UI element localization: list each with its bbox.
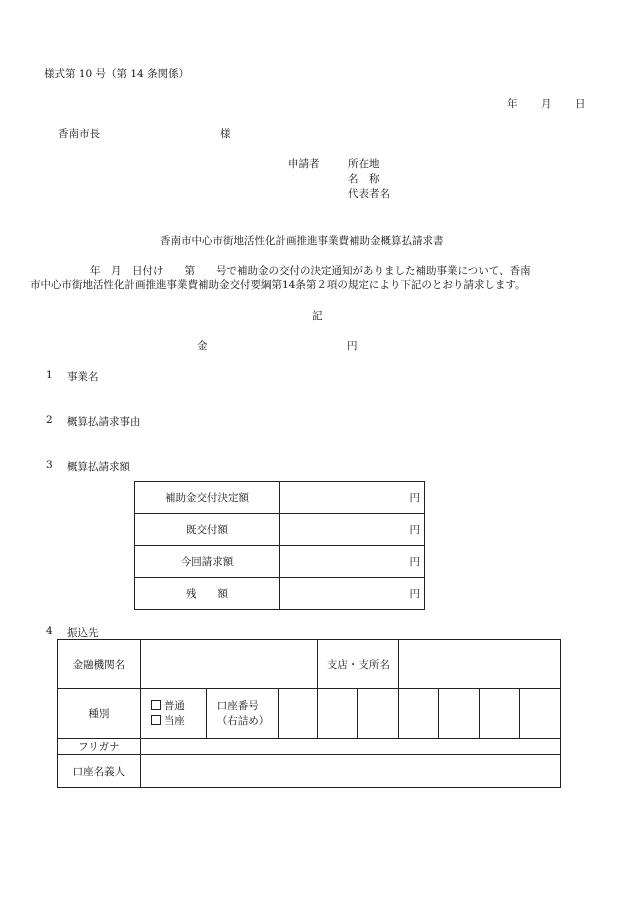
item-2-number: 2 (46, 414, 53, 426)
bank-transfer-table (57, 639, 561, 788)
applicant-representative: 代表者名 (348, 188, 390, 200)
addressee-name: 香南市長 (58, 128, 100, 140)
item-4-number: 4 (46, 625, 53, 637)
body-line-1: 年 月 日付け 第 号で補助金の交付の決定通知がありました補助事業について、香南 (90, 265, 531, 277)
account-number-label: 口座番号 （右詰め） (206, 689, 278, 739)
body-line-2: 市中心市街地活性化計画推進事業費補助金交付要綱第14条第２項の規定により下記のとおり請求します。 (30, 279, 526, 291)
current-request-label: 今回請求額 (135, 546, 280, 578)
table-row (58, 739, 561, 755)
table-row (58, 640, 561, 689)
item-3-number: 3 (46, 459, 53, 471)
account-digit-cell[interactable] (358, 689, 399, 739)
table-row (135, 514, 425, 546)
item-3-label: 概算払請求額 (67, 461, 130, 473)
item-2-label: 概算払請求事由 (67, 416, 141, 428)
branch-label: 支店・支所名 (318, 640, 399, 689)
furigana-input[interactable] (140, 739, 560, 755)
amount-kin: 金 (197, 340, 208, 352)
institution-input[interactable] (140, 640, 318, 689)
applicant-name: 名 称 (348, 173, 380, 185)
request-amount-table (134, 481, 425, 610)
balance-value[interactable]: 円 (280, 578, 425, 610)
date-year: 年 (507, 98, 518, 110)
amount-yen: 円 (347, 340, 358, 352)
applicant-label: 申請者 (288, 158, 320, 170)
holder-label: 口座名義人 (58, 755, 141, 788)
type-option-ordinary[interactable]: 普通 (151, 699, 206, 714)
type-options (140, 689, 206, 739)
ki-heading: 記 (312, 310, 323, 322)
account-digit-cell[interactable] (399, 689, 439, 739)
addressee-honorific: 様 (220, 128, 231, 140)
checkbox-icon[interactable] (151, 700, 161, 710)
holder-input[interactable] (140, 755, 560, 788)
date-month: 月 (541, 98, 552, 110)
table-row (135, 546, 425, 578)
decided-amount-label: 補助金交付決定額 (135, 482, 280, 514)
already-paid-value[interactable]: 円 (280, 514, 425, 546)
balance-label: 残 額 (135, 578, 280, 610)
account-digit-cell[interactable] (318, 689, 358, 739)
account-digit-cell[interactable] (439, 689, 480, 739)
item-4-label: 振込先 (67, 627, 99, 639)
applicant-address: 所在地 (348, 158, 380, 170)
account-digit-cell[interactable] (520, 689, 561, 739)
checkbox-icon[interactable] (151, 715, 161, 725)
form-number: 様式第 10 号（第 14 条関係） (44, 68, 190, 80)
current-request-value[interactable]: 円 (280, 546, 425, 578)
type-option-current[interactable]: 当座 (151, 714, 206, 729)
table-row (58, 689, 561, 739)
item-1-label: 事業名 (67, 371, 99, 383)
branch-input[interactable] (399, 640, 561, 689)
account-digit-cell[interactable] (480, 689, 520, 739)
date-day: 日 (575, 98, 586, 110)
document-title: 香南市中心市街地活性化計画推進事業費補助金概算払請求書 (160, 235, 444, 247)
institution-label: 金融機関名 (58, 640, 141, 689)
table-row (58, 755, 561, 788)
table-row (135, 482, 425, 514)
table-row (135, 578, 425, 610)
type-label: 種別 (58, 689, 141, 739)
decided-amount-value[interactable]: 円 (280, 482, 425, 514)
account-digit-cell[interactable] (278, 689, 318, 739)
furigana-label: フリガナ (58, 739, 141, 755)
already-paid-label: 既交付額 (135, 514, 280, 546)
item-1-number: 1 (46, 369, 53, 381)
